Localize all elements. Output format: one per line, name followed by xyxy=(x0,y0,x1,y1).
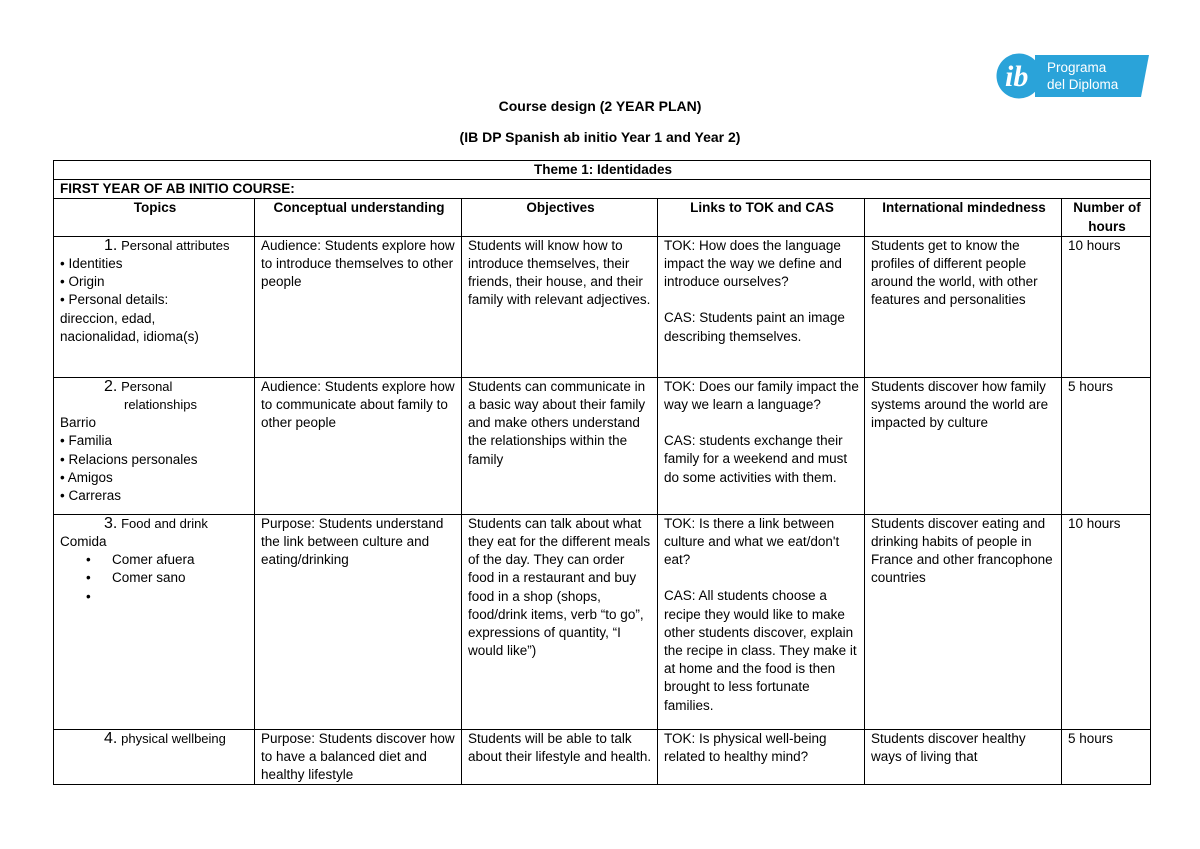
svg-text:del Diploma: del Diploma xyxy=(1047,77,1119,92)
hours-cell: 10 hours xyxy=(1062,236,1151,377)
topic-number: 4. xyxy=(104,729,118,747)
table-row xyxy=(54,514,1151,729)
conceptual-cell: Audience: Students explore how to introduce themselves to other people xyxy=(255,236,462,377)
page-title: Course design (2 YEAR PLAN) xyxy=(498,98,702,114)
topic-heading xyxy=(60,378,250,396)
page-subtitle: (IB DP Spanish ab initio Year 1 and Year 2) xyxy=(459,129,741,145)
cas-text: CAS: All students choose a recipe they would like to make other students discover, explain the recipe in class. They make it at home and the food is then brought to less fortunate families. xyxy=(664,588,857,713)
ib-programa-del-diploma-logo xyxy=(995,52,1149,100)
topic-title: Personal attributes xyxy=(121,237,230,253)
svg-text:Programa: Programa xyxy=(1047,60,1107,75)
hours-cell: 10 hours xyxy=(1062,514,1151,729)
topic-item: Comida xyxy=(60,534,107,550)
column-header-links-tok-cas: Links to TOK and CAS xyxy=(658,199,865,236)
conceptual-cell: Purpose: Students discover how to have a balanced diet and healthy lifestyle xyxy=(255,729,462,785)
theme-row xyxy=(54,161,1151,180)
topic-item: • Personal details: xyxy=(60,292,169,308)
table-row xyxy=(54,729,1151,785)
topic-item: direccion, edad, xyxy=(60,310,156,326)
topic-item: Barrio xyxy=(60,415,97,431)
table-row xyxy=(54,377,1151,514)
topic-bullet-item: • Comer afuera xyxy=(60,551,250,569)
header-row xyxy=(54,199,1151,236)
topic-title: Food and drink xyxy=(121,515,208,531)
column-header-objectives: Objectives xyxy=(462,199,658,236)
topic-item: nacionalidad, idioma(s) xyxy=(60,328,199,344)
topic-title: physical wellbeing xyxy=(121,730,226,746)
objectives-cell: Students can talk about what they eat for the different meals of the day. They can order food in a restaurant and buy food in a shop (shops, food/drink items, verb “to go”, expressions of quantity, “I would like”) xyxy=(462,514,658,729)
topic-item: • Identities xyxy=(60,256,123,272)
topic-title-line2: relationships xyxy=(124,397,197,413)
topic-item: • Amigos xyxy=(60,469,113,485)
course-plan-table xyxy=(53,160,1151,785)
column-header-number-of-hours: Number of hours xyxy=(1062,199,1151,236)
international-cell: Students get to know the profiles of different people around the world, with other features and personalities xyxy=(865,236,1062,377)
column-header-conceptual-understanding: Conceptual understanding xyxy=(255,199,462,236)
year-heading: FIRST YEAR OF AB INITIO COURSE: xyxy=(54,180,1151,199)
topic-number: 1. xyxy=(104,236,118,254)
bullet-icon: • xyxy=(86,588,91,604)
column-header-topics: Topics xyxy=(54,199,255,236)
tok-cas-cell xyxy=(658,377,865,514)
theme-heading: Theme 1: Identidades xyxy=(54,161,1151,180)
topic-item: • Carreras xyxy=(60,488,121,504)
table-row xyxy=(54,236,1151,377)
conceptual-cell: Audience: Students explore how to communicate about family to other people xyxy=(255,377,462,514)
tok-cas-cell xyxy=(658,236,865,377)
tok-cas-cell xyxy=(658,514,865,729)
topic-bullet-item: • Comer sano xyxy=(60,569,250,587)
bullet-icon: • xyxy=(86,552,91,568)
topic-number: 3. xyxy=(104,514,118,532)
tok-text: TOK: Is there a link between culture and what we eat/don't eat? xyxy=(664,515,840,568)
international-cell: Students discover how family systems around the world are impacted by culture xyxy=(865,377,1062,514)
year-row xyxy=(54,180,1151,199)
svg-text:ib: ib xyxy=(1005,60,1029,93)
topic-item: • Origin xyxy=(60,274,105,290)
hours-cell: 5 hours xyxy=(1062,729,1151,785)
topic-heading xyxy=(60,237,250,255)
international-cell: Students discover healthy ways of living that xyxy=(865,729,1062,785)
topic-heading xyxy=(60,730,250,748)
topic-bullet-item xyxy=(60,588,250,606)
hours-cell: 5 hours xyxy=(1062,377,1151,514)
bullet-icon: • xyxy=(86,570,91,586)
topic-title: Personal xyxy=(121,378,173,394)
topic-item: • Familia xyxy=(60,433,112,449)
objectives-cell: Students can communicate in a basic way about their family and make others understand the relationships within the family xyxy=(462,377,658,514)
conceptual-cell: Purpose: Students understand the link between culture and eating/drinking xyxy=(255,514,462,729)
objectives-cell: Students will know how to introduce themselves, their friends, their house, and their family with relevant adjectives. xyxy=(462,236,658,377)
tok-text: TOK: How does the language impact the way we define and introduce ourselves? xyxy=(664,237,842,290)
tok-text: TOK: Does our family impact the way we learn a language? xyxy=(664,378,859,413)
topic-item: • Relacions personales xyxy=(60,451,198,467)
tok-cas-cell: TOK: Is physical well-being related to healthy mind? xyxy=(658,729,865,785)
topic-heading xyxy=(60,515,250,533)
international-cell: Students discover eating and drinking habits of people in France and other francophone countries xyxy=(865,514,1062,729)
column-header-international-mindedness: International mindedness xyxy=(865,199,1062,236)
cas-text: CAS: students exchange their family for a weekend and must do some activities with them. xyxy=(664,433,848,485)
cas-text: CAS: Students paint an image describing themselves. xyxy=(664,310,845,344)
topic-number: 2. xyxy=(104,377,118,395)
objectives-cell: Students will be able to talk about their lifestyle and health. xyxy=(462,729,658,785)
